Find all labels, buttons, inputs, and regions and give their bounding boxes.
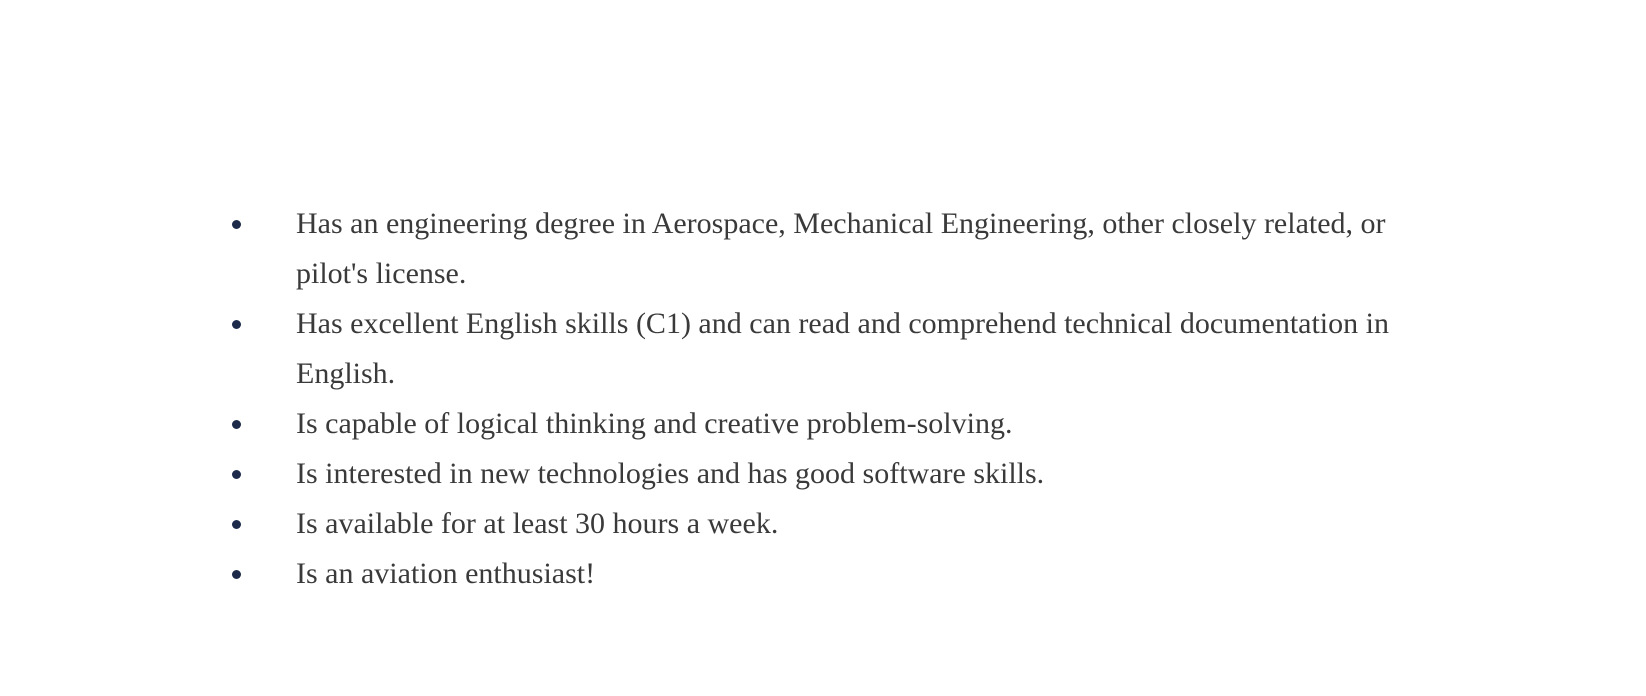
bullet-icon	[232, 520, 241, 529]
list-item-text: Is an aviation enthusiast!	[296, 557, 596, 590]
list-item	[232, 399, 1412, 449]
requirements-list	[232, 199, 1412, 599]
bullet-icon	[232, 470, 241, 479]
list-item-text: Is interested in new technologies and has good software skills.	[296, 457, 1045, 490]
list-item-text: Is available for at least 30 hours a week.	[296, 507, 779, 540]
list-item-text: Is capable of logical thinking and creative problem-solving.	[296, 407, 1013, 440]
list-item	[232, 449, 1412, 499]
bullet-icon	[232, 220, 241, 229]
list-item	[232, 499, 1412, 549]
bullet-icon	[232, 570, 241, 579]
list-item	[232, 299, 1412, 399]
list-item	[232, 199, 1412, 299]
list-item	[232, 549, 1412, 599]
list-item-text: Has an engineering degree in Aerospace, Mechanical Engineering, other closely related, or pilot's license.	[296, 207, 1386, 290]
bullet-icon	[232, 320, 241, 329]
bullet-icon	[232, 420, 241, 429]
list-item-text: Has excellent English skills (C1) and can read and comprehend technical documentation in English.	[296, 307, 1389, 390]
